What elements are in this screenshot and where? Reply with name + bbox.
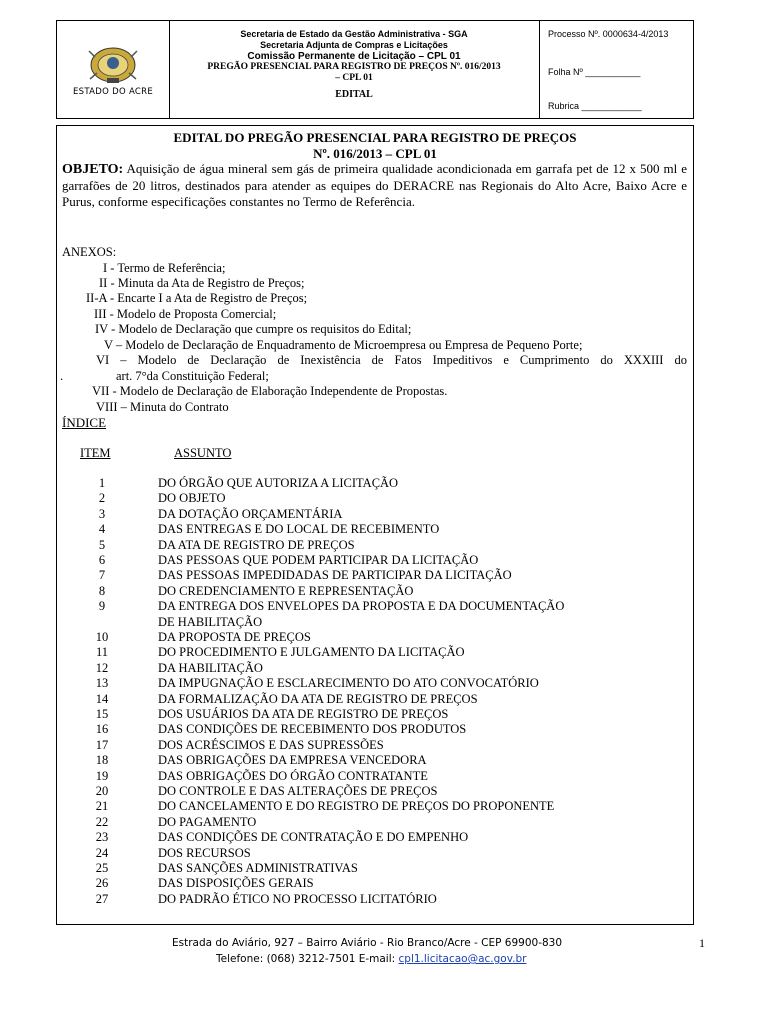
- indice-item-subject: DA IMPUGNAÇÃO E ESCLARECIMENTO DO ATO CONVOCATÓRIO: [158, 676, 539, 691]
- header-line-adjunta: Secretaria Adjunta de Compras e Licitações: [260, 40, 448, 50]
- footer-address: Estrada do Aviário, 927 – Bairro Aviário - Rio Branco/Acre - CEP 69900-830: [172, 937, 563, 949]
- indice-item-subject: DOS USUÁRIOS DA ATA DE REGISTRO DE PREÇOS: [158, 707, 449, 721]
- indice-item-subject: DA ATA DE REGISTRO DE PREÇOS: [158, 537, 355, 552]
- objeto-paragraph: [62, 161, 687, 210]
- page-number: 1: [699, 936, 705, 950]
- footer-contact: [216, 953, 526, 965]
- indice-item-number: 13: [95, 676, 109, 691]
- indice-item-number: 14: [95, 691, 109, 706]
- indice-item-subject: DA PROPOSTA DE PREÇOS: [158, 630, 311, 644]
- header-titles: [169, 21, 540, 118]
- anexos-heading: ANEXOS:: [62, 245, 117, 259]
- indice-item-number: 22: [95, 814, 109, 829]
- logo-cell: [57, 21, 170, 118]
- indice-item-number: 18: [95, 753, 109, 768]
- indice-item-subject-continuation: DE HABILITAÇÃO: [158, 614, 263, 629]
- objeto-label: OBJETO:: [62, 162, 124, 177]
- indice-item-number: 24: [95, 845, 109, 860]
- anexo-item: I - Termo de Referência;: [103, 261, 226, 275]
- indice-item-number: 5: [98, 537, 106, 552]
- processo-number: Processo Nº. 0000634-4/2013: [548, 29, 669, 39]
- objeto-text: Aquisição de água mineral sem gás de primeira qualidade acondicionada em garrafa pet de 12 x 500 ml e garrafões de 20 litros, destinados para atender as equipes do DERACRE nas Regionais do Alto Acre, Baixo Acre e Purus, conforme especificações constantes no Termo de Referência.: [62, 161, 687, 209]
- indice-item-number: 16: [95, 722, 109, 737]
- document-title: EDITAL DO PREGÃO PRESENCIAL PARA REGISTRO DE PREÇOS: [173, 130, 577, 145]
- indice-item-number: 27: [95, 891, 109, 906]
- indice-item-number: 25: [95, 861, 109, 875]
- header-line-comissao: Comissão Permanente de Licitação – CPL 01: [247, 51, 461, 62]
- indice-col-assunto: ASSUNTO: [174, 446, 232, 460]
- indice-item-number: 1: [98, 476, 106, 490]
- indice-item-subject: DA ENTREGA DOS ENVELOPES DA PROPOSTA E DA DOCUMENTAÇÃO: [158, 599, 565, 614]
- header-line-cpl: – CPL 01: [335, 73, 373, 83]
- anexo-item-continuation: art. 7°da Constituição Federal;: [116, 369, 269, 383]
- anexo-item: III - Modelo de Proposta Comercial;: [94, 307, 277, 321]
- indice-item-number: 15: [95, 707, 109, 721]
- indice-item-number: 2: [98, 491, 106, 506]
- indice-item-number: 21: [95, 799, 109, 814]
- indice-item-number: 20: [95, 784, 109, 798]
- indice-item-number: 26: [95, 876, 109, 891]
- anexo-item: VI – Modelo de Declaração de Inexistência de Fatos Impeditivos e Cumprimento do XXXIII do: [96, 353, 687, 367]
- indice-item-subject: DO CANCELAMENTO E DO REGISTRO DE PREÇOS DO PROPONENTE: [158, 799, 555, 814]
- indice-col-item: ITEM: [80, 446, 111, 460]
- indice-item-subject: DAS DISPOSIÇÕES GERAIS: [158, 876, 314, 891]
- indice-item-subject: DA HABILITAÇÃO: [158, 660, 263, 675]
- indice-item-number: 11: [95, 645, 109, 660]
- indice-item-subject: DAS PESSOAS QUE PODEM PARTICIPAR DA LICITAÇÃO: [158, 553, 479, 567]
- indice-item-subject: DO PROCEDIMENTO E JULGAMENTO DA LICITAÇÃO: [158, 645, 465, 660]
- indice-item-number: 9: [98, 599, 106, 614]
- indice-item-subject: DA DOTAÇÃO ORÇAMENTÁRIA: [158, 506, 343, 521]
- indice-item-number: 8: [98, 583, 106, 598]
- indice-item-number: 4: [98, 522, 106, 537]
- indice-item-subject: DA FORMALIZAÇÃO DA ATA DE REGISTRO DE PREÇOS: [158, 691, 478, 706]
- document-subtitle: Nº. 016/2013 – CPL 01: [313, 146, 437, 161]
- indice-heading: ÍNDICE: [62, 415, 107, 430]
- indice-item-number: 19: [95, 768, 109, 783]
- anexo-item: VIII – Minuta do Contrato: [96, 400, 229, 414]
- anexo-item: II-A - Encarte I a Ata de Registro de Preços;: [86, 291, 308, 305]
- indice-item-subject: DOS ACRÉSCIMOS E DAS SUPRESSÕES: [158, 737, 384, 752]
- stray-dot: .: [60, 369, 64, 383]
- indice-item-number: 10: [95, 630, 109, 644]
- indice-item-subject: DAS SANÇÕES ADMINISTRATIVAS: [158, 861, 358, 875]
- indice-item-subject: DO CONTROLE E DAS ALTERAÇÕES DE PREÇOS: [158, 784, 438, 798]
- indice-item-subject: DO PADRÃO ÉTICO NO PROCESSO LICITATÓRIO: [158, 891, 437, 906]
- state-crest-logo: [87, 43, 139, 85]
- indice-item-subject: DAS CONDIÇÕES DE CONTRATAÇÃO E DO EMPENHO: [158, 830, 469, 845]
- indice-item-number: 23: [95, 830, 109, 845]
- anexo-item: VII - Modelo de Declaração de Elaboração Independente de Propostas.: [92, 384, 448, 398]
- rubrica-field: Rubrica ____________: [548, 101, 642, 111]
- indice-item-subject: DOS RECURSOS: [158, 845, 251, 860]
- indice-item-number: 3: [98, 506, 106, 521]
- header-line-secretaria: Secretaria de Estado da Gestão Administrativa - SGA: [240, 29, 468, 39]
- document-header: [56, 20, 694, 119]
- anexo-item: V – Modelo de Declaração de Enquadramento de Microempresa ou Empresa de Pequeno Porte;: [104, 338, 583, 352]
- indice-item-subject: DAS ENTREGAS E DO LOCAL DE RECEBIMENTO: [158, 522, 440, 537]
- indice-item-subject: DO ÓRGÃO QUE AUTORIZA A LICITAÇÃO: [158, 476, 399, 490]
- folha-field: Folha Nº ___________: [548, 67, 641, 77]
- anexo-item: II - Minuta da Ata de Registro de Preços;: [99, 276, 305, 290]
- header-line-pregao: PREGÃO PRESENCIAL PARA REGISTRO DE PREÇOS Nº. 016/2013: [207, 62, 501, 72]
- logo-caption: ESTADO DO ACRE: [72, 87, 154, 97]
- indice-item-subject: DAS PESSOAS IMPEDIDADAS DE PARTICIPAR DA LICITAÇÃO: [158, 568, 512, 583]
- indice-item-subject: DAS OBRIGAÇÕES DO ÓRGÃO CONTRATANTE: [158, 768, 428, 783]
- indice-item-subject: DO PAGAMENTO: [158, 814, 257, 829]
- indice-item-number: 17: [95, 737, 109, 752]
- footer-email-link[interactable]: cpl1.licitacao@ac.gov.br: [398, 953, 527, 965]
- indice-item-subject: DAS CONDIÇÕES DE RECEBIMENTO DOS PRODUTOS: [158, 722, 467, 737]
- header-line-edital: EDITAL: [335, 89, 373, 100]
- anexo-item: IV - Modelo de Declaração que cumpre os requisitos do Edital;: [95, 322, 412, 336]
- indice-item-number: 6: [98, 553, 106, 567]
- indice-item-subject: DO OBJETO: [158, 491, 226, 506]
- footer-phone: Telefone: (068) 3212-7501 E-mail:: [216, 953, 399, 965]
- indice-item-subject: DAS OBRIGAÇÕES DA EMPRESA VENCEDORA: [158, 753, 427, 768]
- indice-item-subject: DO CREDENCIAMENTO E REPRESENTAÇÃO: [158, 583, 414, 598]
- indice-item-number: 7: [98, 568, 106, 583]
- header-process-info: [539, 21, 694, 118]
- indice-item-number: 12: [95, 660, 109, 675]
